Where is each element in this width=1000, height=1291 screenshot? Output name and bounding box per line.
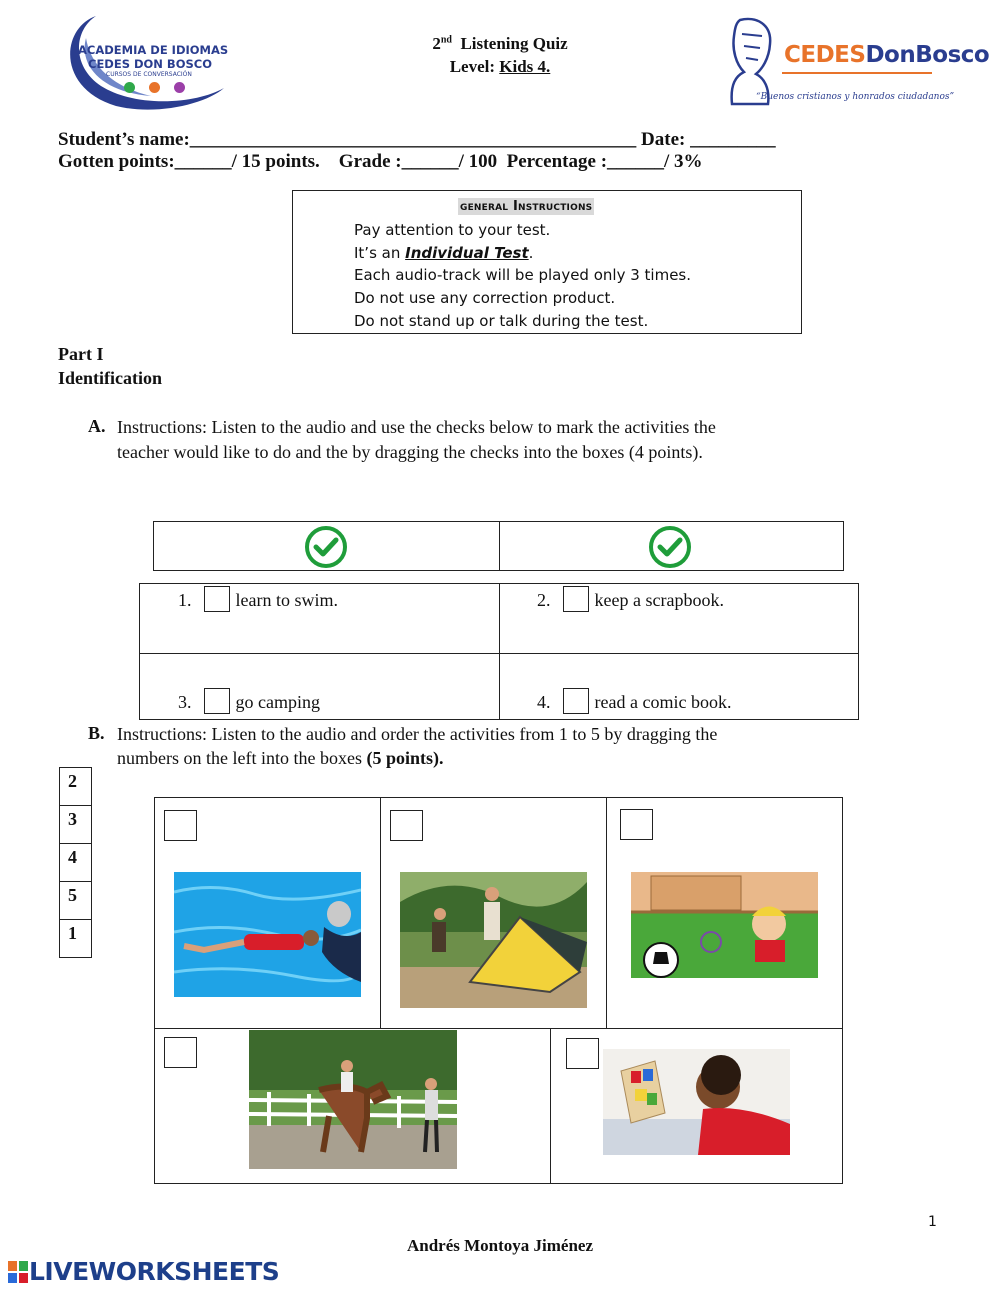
instruction-item-2 (354, 244, 533, 262)
logo-left-line2: CEDES DON BOSCO (88, 57, 212, 71)
order-drop-box[interactable] (566, 1038, 599, 1069)
orange-dot-icon (149, 82, 160, 93)
swimming-lesson-image (174, 872, 361, 997)
draggable-numbers-column (59, 767, 92, 958)
liveworksheets-logo-icon (8, 1261, 28, 1283)
activity-number: 1. (178, 590, 192, 610)
boy-reading-comic-image (603, 1049, 790, 1155)
section-b-points: (5 points). (366, 748, 444, 768)
section-a-line2: teacher would like to do and the by dragging the checks into the boxes (4 points). (117, 442, 703, 462)
draggable-number[interactable]: 5 (60, 882, 91, 920)
check-circle-icon[interactable] (648, 525, 692, 569)
cedes-don-bosco-logo (726, 14, 990, 110)
draggable-number[interactable]: 4 (60, 844, 91, 882)
activity-text: keep a scrapbook. (594, 590, 724, 610)
draggable-number[interactable]: 1 (60, 920, 91, 958)
activity-number: 3. (178, 692, 192, 712)
activity-item (537, 688, 731, 714)
section-b-line2 (117, 746, 817, 771)
check-marks-row (153, 521, 844, 571)
activity-grid (139, 583, 859, 720)
logo-right-name (784, 42, 989, 68)
instruction-item-2-emph: Individual Test (405, 244, 529, 262)
check-circle-icon[interactable] (304, 525, 348, 569)
activity-drop-box[interactable] (563, 586, 589, 612)
quiz-title-text: Listening Quiz (460, 34, 568, 53)
activity-drop-box[interactable] (563, 688, 589, 714)
activity-number: 2. (537, 590, 551, 610)
order-drop-box[interactable] (164, 1037, 197, 1068)
boy-yard-cartoon-image (631, 872, 818, 978)
part-title: Part I (58, 344, 104, 364)
section-a-letter: A. (88, 416, 106, 436)
picture-cell-camping (380, 797, 607, 1029)
draggable-number[interactable]: 3 (60, 806, 91, 844)
section-b-line1: Instructions: Listen to the audio and order the activities from 1 to 5 by dragging the (117, 724, 718, 744)
activity-item (178, 688, 320, 714)
quiz-number-sup: nd (440, 34, 452, 46)
activity-text: learn to swim. (235, 590, 338, 610)
order-drop-box[interactable] (164, 810, 197, 841)
logo-right-motto: “Buenos cristianos y honrados ciudadanos” (756, 92, 955, 102)
instruction-item-5: Do not stand up or talk during the test. (354, 312, 649, 330)
instructions-heading: general Instructions (460, 199, 593, 214)
activity-drop-box[interactable] (204, 586, 230, 612)
logo-right-rule (782, 72, 932, 74)
picture-cell-scrapbook (606, 797, 843, 1029)
instruction-item-2-prefix: It’s an (354, 244, 406, 262)
draggable-number[interactable]: 2 (60, 768, 91, 806)
order-drop-box[interactable] (620, 809, 653, 840)
instruction-item-1: Pay attention to your test. (354, 221, 551, 239)
activity-drop-box[interactable] (204, 688, 230, 714)
order-drop-box[interactable] (390, 810, 423, 841)
author-name: Andrés Montoya Jiménez (406, 1236, 594, 1255)
liveworksheets-brand[interactable] (8, 1257, 279, 1286)
instruction-item-4: Do not use any correction product. (354, 289, 616, 307)
activity-text: read a comic book. (594, 692, 732, 712)
activity-text: go camping (235, 692, 320, 712)
logo-right-name-a: CEDES (784, 42, 866, 68)
picture-cell-comic-book (550, 1028, 843, 1184)
part-subtitle: Identification (58, 368, 163, 388)
activity-item (178, 586, 338, 612)
purple-dot-icon (174, 82, 185, 93)
picture-cell-horse-riding (154, 1028, 551, 1184)
logo-left-line3: CURSOS DE CONVERSACIÓN (106, 71, 192, 78)
level-label: Level: (449, 57, 496, 76)
green-dot-icon (124, 82, 135, 93)
student-name-date-line[interactable]: Student’s name:_______________________________________________ Date: _________ (58, 129, 776, 150)
logo-right-name-b: DonBosco (865, 42, 990, 68)
activity-number: 4. (537, 692, 551, 712)
level-value: Kids 4. (499, 57, 551, 76)
instruction-item-3: Each audio-track will be played only 3 times. (354, 266, 692, 284)
picture-cell-swimming (154, 797, 381, 1029)
activity-item (537, 586, 724, 612)
quiz-number: 2 (432, 34, 441, 53)
page-number: 1 (928, 1214, 937, 1230)
section-b-letter: B. (88, 723, 105, 743)
points-grade-line[interactable]: Gotten points:______/ 15 points. Grade :______/ 100 Percentage :______/ 3% (58, 151, 703, 172)
section-b-line2-prefix: numbers on the left into the boxes (117, 748, 367, 768)
instruction-item-2-suffix: . (528, 244, 534, 262)
logo-left-line1: ACADEMIA DE IDIOMAS (78, 43, 229, 57)
section-a-line1: Instructions: Listen to the audio and use the checks below to mark the activities the (117, 417, 716, 437)
horse-riding-image (249, 1030, 457, 1169)
camping-tent-image (400, 872, 587, 1008)
liveworksheets-brand-text: LIVEWORKSHEETS (29, 1257, 280, 1286)
